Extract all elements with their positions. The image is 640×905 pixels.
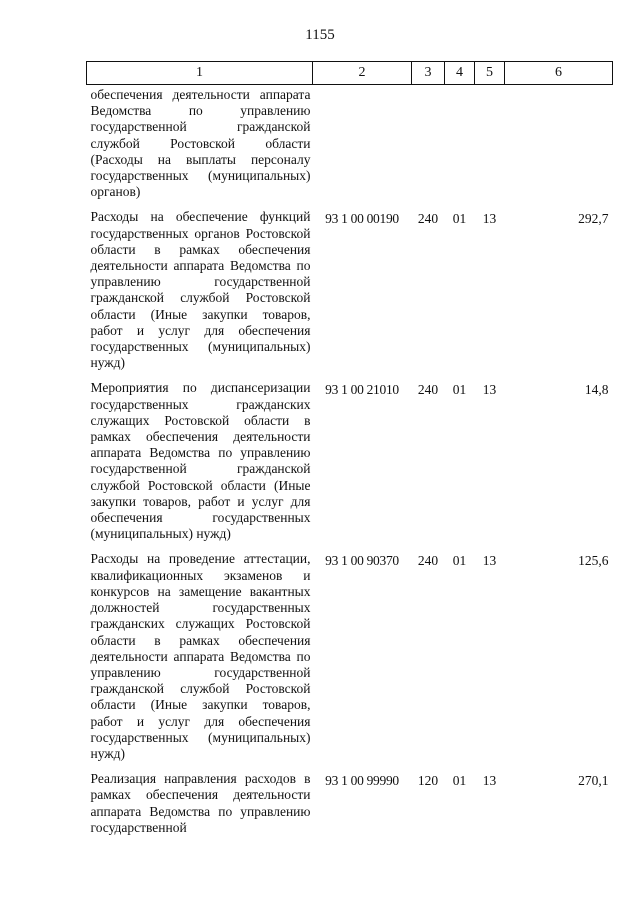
row-description: Реализация направления расходов в рамках обеспечения деятельности аппарата Ведомства по управлению государственной [90,771,311,835]
row-amount: 292,7 [578,211,609,227]
column-header-2: 2 [313,62,412,85]
row-code: 93 1 00 90370 [325,553,399,569]
row-col3: 240 [417,211,439,227]
table-header-row [87,62,613,85]
row-description: Расходы на проведение аттестации, квалификационных экзаменов и конкурсов на замещение вакантных должностей государственных гражданских служащих Ростовской области в рамках обеспечения деятельности аппарата Ведомства по управлению государственной гражданской службой Ростовской области (Иные закупки товаров, работ и услуг для обеспечения государственных (муниципальных) нужд) [90,551,311,761]
table-row [87,85,613,210]
row-amount: 14,8 [584,382,609,398]
row-code: 93 1 00 99990 [325,773,399,789]
row-amount: 270,1 [578,773,609,789]
budget-table [86,61,613,845]
row-code: 93 1 00 21010 [325,382,399,398]
column-header-5: 5 [475,62,505,85]
row-description: Расходы на обеспечение функций государственных органов Ростовской области в рамках обеспечения деятельности аппарата Ведомства по управлению государственной гражданской службой Ростовской области (Иные закупки товаров, работ и услуг для обеспечения государственных (муниципальных) нужд) [90,209,311,371]
row-code [313,85,412,210]
row-col4: 01 [452,382,467,398]
table-row [87,380,613,551]
row-col3: 120 [417,773,439,789]
column-header-1: 1 [87,62,313,85]
row-col4: 01 [452,211,467,227]
column-header-6: 6 [505,62,613,85]
row-col4: 01 [452,773,467,789]
table-row [87,771,613,845]
column-header-4: 4 [445,62,475,85]
row-description: обеспечения деятельности аппарата Ведомства по управлению государственной гражданской службой Ростовской области (Расходы на выплаты персоналу государственных (муниципальных) органов) [90,87,311,200]
row-col4: 01 [452,553,467,569]
table-row [87,209,613,380]
row-col5: 13 [482,382,497,398]
row-description: Мероприятия по диспансеризации государственных гражданских служащих Ростовской области в рамках обеспечения деятельности аппарата Ведомства по управлению государственной гражданской службой Ростовской области (Иные закупки товаров, работ и услуг для обеспечения государственных (муниципальных) нужд) [90,380,311,542]
page-number: 1155 [305,27,335,43]
row-col5: 13 [482,211,497,227]
row-amount [505,85,613,210]
row-col3: 240 [417,382,439,398]
table-row [87,551,613,771]
row-col3 [412,85,445,210]
row-col4 [445,85,475,210]
row-col3: 240 [417,553,439,569]
row-amount: 125,6 [578,553,609,569]
row-col5: 13 [482,553,497,569]
row-col5 [475,85,505,210]
row-col5: 13 [482,773,497,789]
row-code: 93 1 00 00190 [325,211,399,227]
column-header-3: 3 [412,62,445,85]
